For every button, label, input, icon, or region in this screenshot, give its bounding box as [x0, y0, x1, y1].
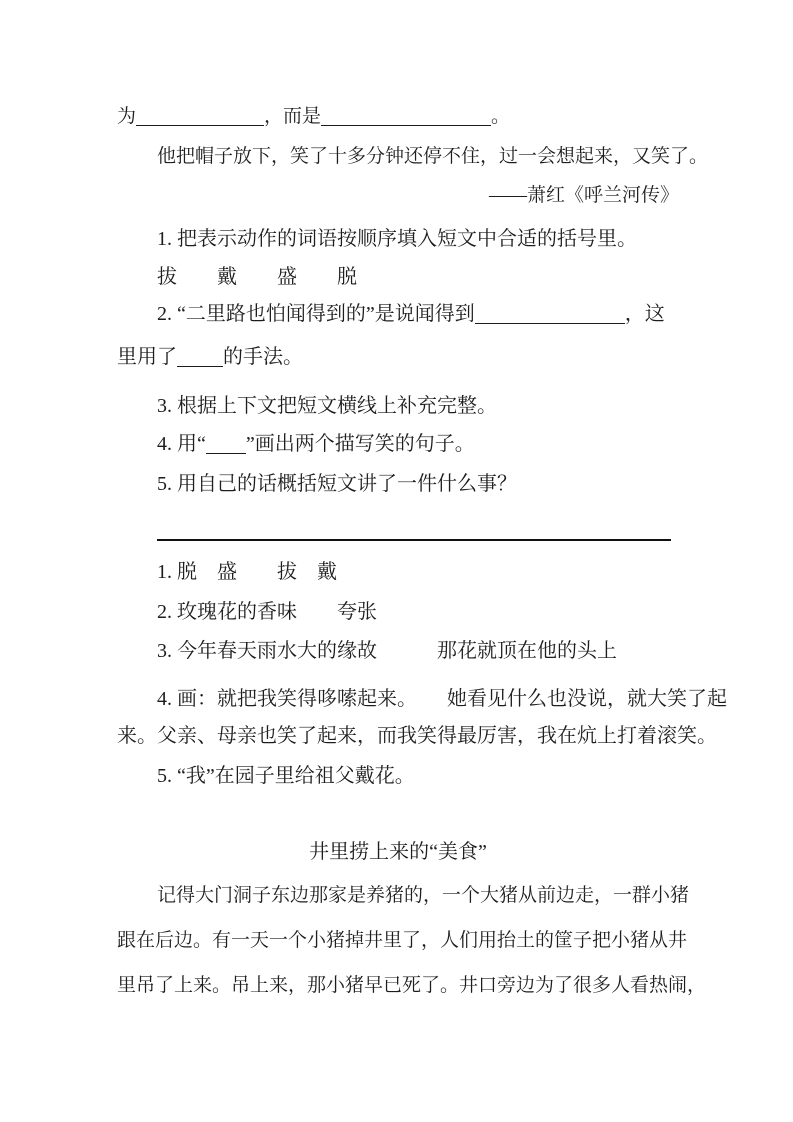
quote-blank-line [117, 97, 679, 137]
blank-underline [136, 106, 264, 126]
answer-3: 3. 今年春天雨水大的缘故 那花就顶在他的头上 [157, 640, 617, 662]
answer-4-line-1: 4. 画：就把我笑得哆嗦起来。 她看见什么也没说，就大笑了起 [157, 688, 727, 710]
question-2-cont-pre: 里用了 [117, 346, 177, 368]
answer-5: 5. “我”在园子里给祖父戴花。 [157, 765, 415, 787]
question-2-text: 2. “二里路也怕闻得到的”是说闻得到 [157, 303, 475, 325]
question-4 [117, 424, 719, 464]
passage-line-3: 里吊了上来。吊上来，那小猪早已死了。井口旁边为了很多人看热闹， [117, 975, 707, 996]
question-3: 3. 根据上下文把短文横线上补充完整。 [157, 395, 497, 417]
answer-2: 2. 玫瑰花的香味 夸张 [157, 601, 377, 623]
passage-line-2: 跟在后边。有一天一个小猪掉井里了，人们用抬土的筐子把小猪从井 [117, 930, 688, 951]
question-2-line-2 [117, 337, 679, 377]
blank-underline [206, 433, 246, 454]
word-bank: 拔 戴 盛 脱 [157, 266, 357, 288]
quote-attribution: ——萧红《呼兰河传》 [488, 185, 679, 206]
passage-line-1: 记得大门洞子东边那家是养猪的，一个大猪从前边走，一群小猪 [157, 885, 690, 906]
answer-divider-rule [157, 539, 671, 541]
quote-blank-pre: 为 [117, 106, 137, 127]
question-4-pre: 4. 用“ [157, 433, 206, 455]
answer-4-line-2: 来。父亲、母亲也笑了起来，而我笑得最厉害，我在炕上打着滚笑。 [117, 725, 717, 747]
question-2-cont-end: 的手法。 [223, 346, 303, 368]
blank-underline [321, 106, 491, 126]
quote-blank-mid: ，而是 [264, 106, 322, 127]
quote-blank-end: 。 [491, 106, 511, 127]
quote-sentence: 他把帽子放下，笑了十多分钟还停不住，过一会想起来，又笑了。 [157, 146, 709, 167]
blank-underline [475, 303, 625, 324]
question-2-text-end: ，这 [624, 303, 665, 325]
question-1: 1. 把表示动作的词语按顺序填入短文中合适的括号里。 [157, 228, 637, 250]
blank-underline [177, 346, 223, 367]
question-2-line-1 [117, 294, 719, 334]
answer-1: 1. 脱 盛 拔 戴 [157, 561, 337, 583]
question-4-end: ”画出两个描写笑的句子。 [245, 433, 475, 455]
question-5: 5. 用自己的话概括短文讲了一件什么事？ [157, 473, 517, 495]
passage-title: 井里捞上来的“美食” [309, 841, 487, 863]
